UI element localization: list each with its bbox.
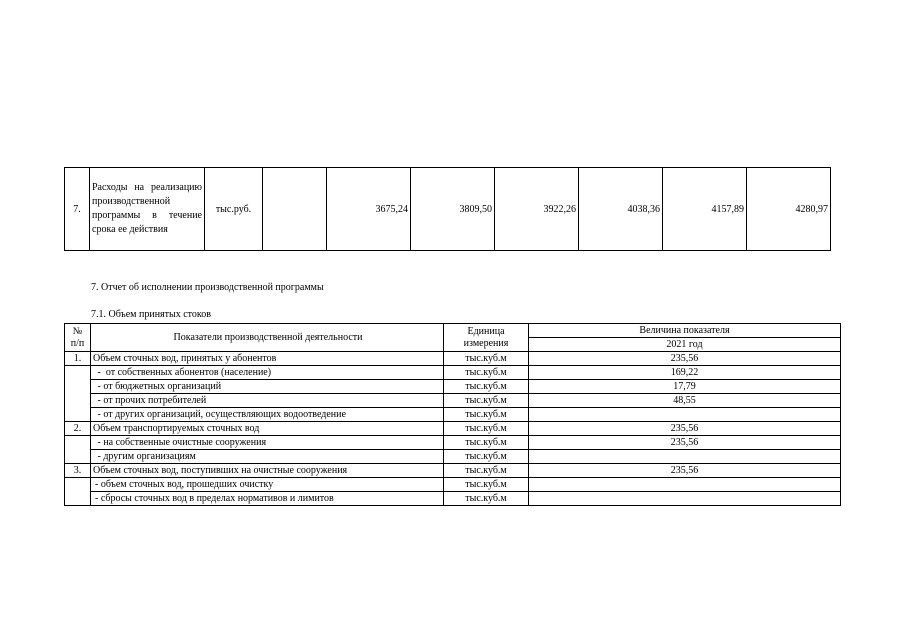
row-value: 17,79 <box>529 380 841 394</box>
row-label: Объем сточных вод, принятых у абонентов <box>91 352 444 366</box>
header-unit-line1: Единица <box>467 325 505 337</box>
table-row <box>65 478 841 492</box>
row-label: Объем сточных вод, поступивших на очистные сооружения <box>91 464 444 478</box>
row-value <box>529 478 841 492</box>
table-row <box>65 436 841 450</box>
header-year: 2021 год <box>529 338 841 352</box>
section-heading: 7. Отчет об исполнении производственной программы <box>91 282 324 293</box>
row-unit: тыс.куб.м <box>444 492 529 506</box>
table-row <box>65 450 841 464</box>
row-unit: тыс.куб.м <box>444 352 529 366</box>
row-value-4: 4038,36 <box>579 168 663 251</box>
header-num-line1: № <box>72 325 83 337</box>
row-unit: тыс.куб.м <box>444 394 529 408</box>
row-value-3: 3922,26 <box>495 168 579 251</box>
table-row <box>65 380 841 394</box>
table-row <box>65 352 841 366</box>
header-row <box>65 324 841 338</box>
table-row <box>65 168 831 251</box>
row-label: - сбросы сточных вод в пределах нормативов и лимитов <box>91 492 444 506</box>
row-number: 3. <box>65 464 91 478</box>
row-number <box>65 478 91 506</box>
expense-table <box>64 167 831 251</box>
row-value <box>529 408 841 422</box>
row-unit: тыс.куб.м <box>444 408 529 422</box>
header-num <box>65 324 91 352</box>
subsection-heading: 7.1. Объем принятых стоков <box>91 309 211 320</box>
row-value: 235,56 <box>529 436 841 450</box>
header-value: Величина показателя <box>529 324 841 338</box>
header-num-line2: п/п <box>70 337 85 349</box>
row-label: - от собственных абонентов (население) <box>91 366 444 380</box>
row-label: - на собственные очистные сооружения <box>91 436 444 450</box>
row-unit: тыс.куб.м <box>444 450 529 464</box>
row-label: - от бюджетных организаций <box>91 380 444 394</box>
row-number: 1. <box>65 352 91 366</box>
volume-table <box>64 323 841 506</box>
row-unit: тыс.руб. <box>205 168 263 251</box>
row-label: - объем сточных вод, прошедших очистку <box>91 478 444 492</box>
table-row <box>65 366 841 380</box>
table-row <box>65 464 841 478</box>
row-unit: тыс.куб.м <box>444 366 529 380</box>
row-value: 235,56 <box>529 464 841 478</box>
row-value-1: 3675,24 <box>327 168 411 251</box>
row-value: 235,56 <box>529 422 841 436</box>
header-unit-line2: измерения <box>463 337 509 349</box>
row-unit: тыс.куб.м <box>444 464 529 478</box>
row-value <box>529 492 841 506</box>
table-row <box>65 394 841 408</box>
row-value: 48,55 <box>529 394 841 408</box>
row-value-5: 4157,89 <box>663 168 747 251</box>
row-value: 169,22 <box>529 366 841 380</box>
row-value <box>529 450 841 464</box>
volume-table-body <box>65 352 841 506</box>
row-number <box>65 366 91 422</box>
row-number: 2. <box>65 422 91 436</box>
row-number <box>65 436 91 464</box>
row-empty-cell <box>263 168 327 251</box>
table-row <box>65 408 841 422</box>
row-value-6: 4280,97 <box>747 168 831 251</box>
row-value-2: 3809,50 <box>411 168 495 251</box>
row-description: Расходы на реализацию производственной программы в течение срока ее действия <box>90 168 205 251</box>
row-unit: тыс.куб.м <box>444 478 529 492</box>
row-number: 7. <box>65 168 90 251</box>
row-label: Объем транспортируемых сточных вод <box>91 422 444 436</box>
table-row <box>65 422 841 436</box>
header-indicator: Показатели производственной деятельности <box>91 324 444 352</box>
row-label: - другим организациям <box>91 450 444 464</box>
row-unit: тыс.куб.м <box>444 436 529 450</box>
row-unit: тыс.куб.м <box>444 422 529 436</box>
row-value: 235,56 <box>529 352 841 366</box>
table-row <box>65 492 841 506</box>
header-unit <box>444 324 529 352</box>
row-unit: тыс.куб.м <box>444 380 529 394</box>
row-label: - от других организаций, осуществляющих водоотведение <box>91 408 444 422</box>
row-label: - от прочих потребителей <box>91 394 444 408</box>
